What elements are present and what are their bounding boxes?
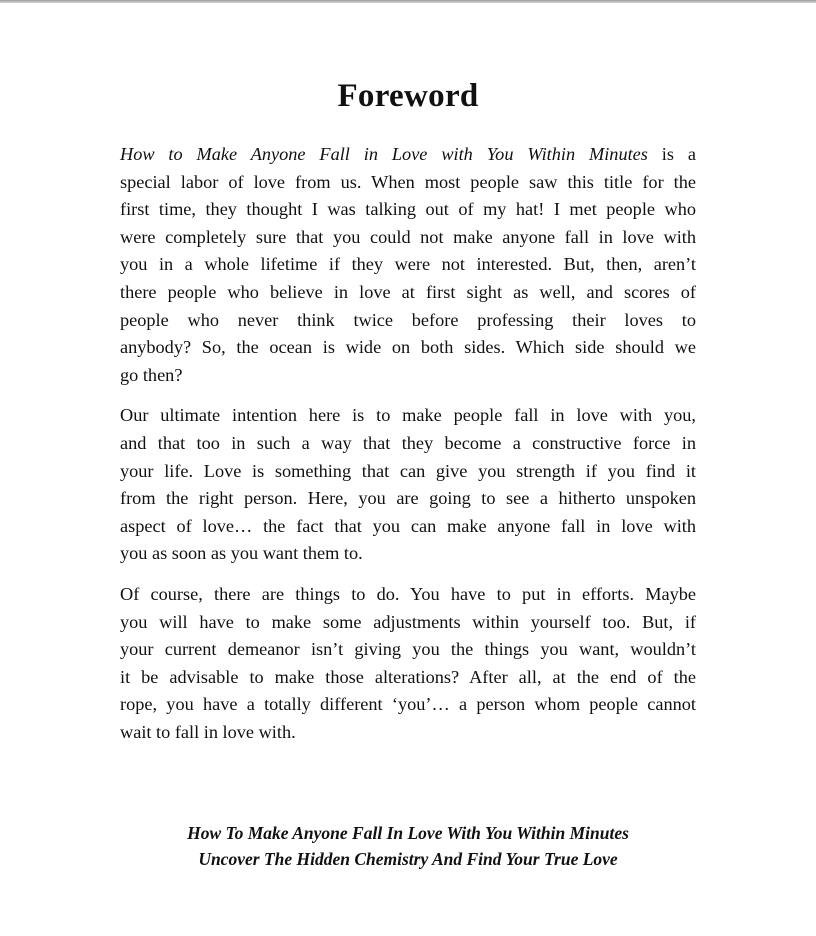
paragraph-3 bbox=[120, 581, 696, 747]
text-line: there people who believe in love at first sight as well, and scores of bbox=[120, 281, 696, 302]
text-line: first time, they thought I was talking out of my hat! I met people who bbox=[120, 199, 696, 220]
text-fragment: is a bbox=[647, 144, 696, 164]
text-line: aspect of love… the fact that you can make anyone fall in love with bbox=[120, 515, 696, 536]
viewer-top-edge bbox=[0, 0, 816, 3]
text-line: you will have to make some adjustments within yourself too. But, if bbox=[120, 611, 696, 632]
text-line: special labor of love from us. When most people saw this title for the bbox=[120, 171, 696, 192]
paragraph-2 bbox=[120, 402, 696, 568]
text-line: wait to fall in love with. bbox=[120, 721, 296, 742]
footer-subtitle: Uncover The Hidden Chemistry And Find Your True Love bbox=[198, 849, 618, 869]
text-line: Our ultimate intention here is to make people fall in love with you, bbox=[120, 405, 696, 426]
text-line: from the right person. Here, you are going to see a hitherto unspoken bbox=[120, 488, 696, 509]
page-title: Foreword bbox=[337, 78, 479, 114]
text-line: rope, you have a totally different ‘you’… a person whom people cannot bbox=[120, 694, 696, 715]
text-line: were completely sure that you could not make anyone fall in love with bbox=[120, 226, 696, 247]
foreword-body bbox=[120, 141, 696, 759]
text-line: you as soon as you want them to. bbox=[120, 543, 363, 564]
text-line: your current demeanor isn’t giving you the things you want, wouldn’t bbox=[120, 639, 696, 660]
text-line: it be advisable to make those alterations? After all, at the end of the bbox=[120, 666, 696, 687]
text-line: your life. Love is something that can give you strength if you find it bbox=[120, 460, 696, 481]
paragraph-1 bbox=[120, 141, 696, 389]
text-line: go then? bbox=[120, 364, 183, 385]
page-footer bbox=[0, 820, 816, 872]
text-line: Of course, there are things to do. You have to put in efforts. Maybe bbox=[120, 583, 696, 604]
text-line: and that too in such a way that they become a constructive force in bbox=[120, 432, 696, 453]
text-line bbox=[120, 141, 696, 169]
text-line: anybody? So, the ocean is wide on both sides. Which side should we bbox=[120, 337, 696, 358]
footer-title: How To Make Anyone Fall In Love With You Within Minutes bbox=[187, 823, 629, 843]
text-line: people who never think twice before professing their loves to bbox=[120, 309, 696, 330]
text-line: you in a whole lifetime if they were not interested. But, then, aren’t bbox=[120, 254, 696, 275]
book-title-italic: How to Make Anyone Fall in Love with You Within Minutes bbox=[120, 144, 648, 164]
